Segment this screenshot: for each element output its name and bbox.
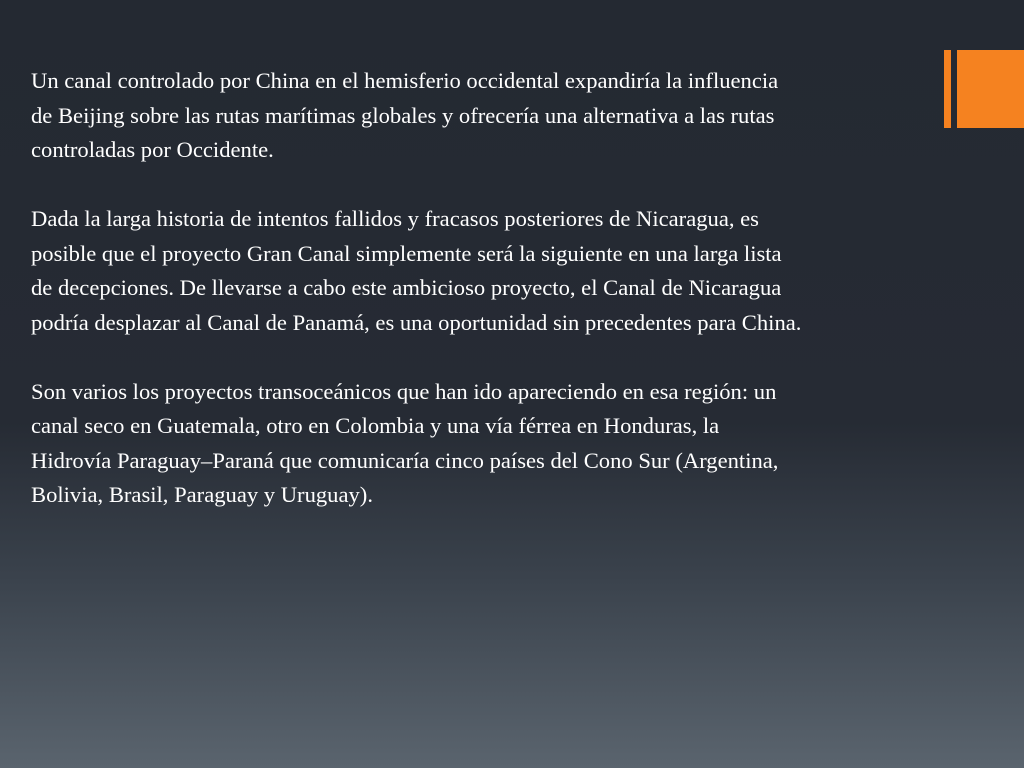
text-line: de Beijing sobre las rutas marítimas globales y ofrecería una alternativa a las rutas [31,102,775,128]
paragraph-3 [31,375,1011,513]
slide-body [31,64,1011,547]
text-line: Bolivia, Brasil, Paraguay y Uruguay). [31,482,373,507]
text-line: Son varios los proyectos transoceánicos que han ido apareciendo en esa región: un [31,378,777,404]
text-line: podría desplazar al Canal de Panamá, es una oportunidad sin precedentes para China. [31,309,802,335]
text-line: Hidrovía Paraguay–Paraná que comunicaría cinco países del Cono Sur (Argentina, [31,447,779,473]
paragraph-1 [31,64,1011,168]
text-line: canal seco en Guatemala, otro en Colombia y una vía férrea en Honduras, la [31,413,720,438]
text-line: Dada la larga historia de intentos fallidos y fracasos posteriores de Nicaragua, es [31,206,759,231]
text-line: posible que el proyecto Gran Canal simplemente será la siguiente en una larga lista [31,240,782,266]
text-line: Un canal controlado por China en el hemisferio occidental expandiría la influencia [31,68,779,93]
text-line: controladas por Occidente. [31,137,274,162]
text-line: de decepciones. De llevarse a cabo este ambicioso proyecto, el Canal de Nicaragua [31,275,782,300]
paragraph-2 [31,202,1011,340]
